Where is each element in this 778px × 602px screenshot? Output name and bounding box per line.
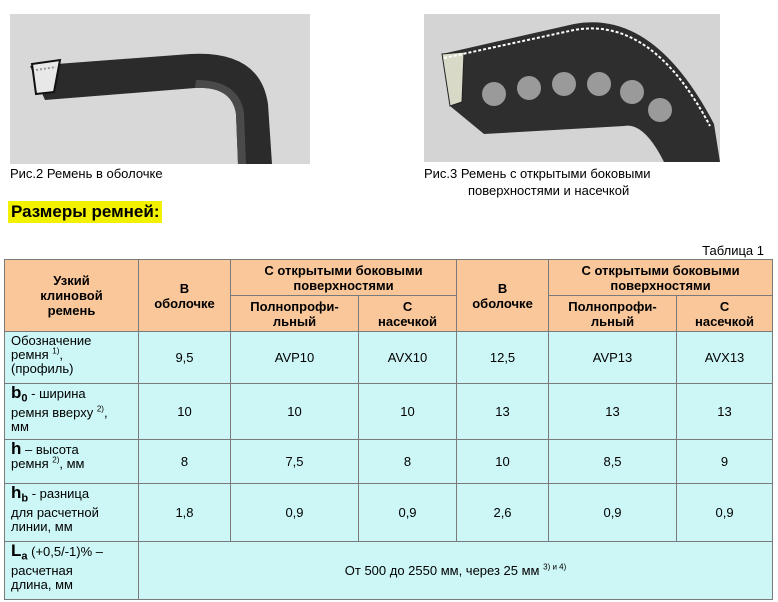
header-wrapped-10: В оболочке	[139, 260, 231, 332]
cell: 10	[139, 384, 231, 440]
cell: AVX10	[359, 332, 457, 384]
cell: 0,9	[549, 484, 677, 542]
cell: 2,6	[457, 484, 549, 542]
cell: 0,9	[231, 484, 359, 542]
figure-notched-belt	[424, 14, 720, 162]
row-label-height: h – высота ремня $^{2)}$, мм	[5, 440, 139, 484]
figure-2-caption: Рис.2 Ремень в оболочке	[10, 166, 163, 181]
cell: 0,9	[677, 484, 773, 542]
merged-length-cell: От 500 до 2550 мм, через 25 мм $^{3) и 4)}$	[139, 542, 773, 600]
cell: 7,5	[231, 440, 359, 484]
table-row	[5, 440, 773, 484]
cell: 10	[359, 384, 457, 440]
figure-3-caption-line1: Рис.3 Ремень с открытыми боковыми	[424, 166, 651, 181]
cell: 9	[677, 440, 773, 484]
header-wrapped-13: В оболочке	[457, 260, 549, 332]
table-row	[5, 484, 773, 542]
header-full-profile-10: Полнопрофи- льный	[231, 296, 359, 332]
cell: AVX13	[677, 332, 773, 384]
cell: 13	[457, 384, 549, 440]
table-label: Таблица 1	[702, 243, 764, 258]
header-open-sides-10: С открытыми боковыми поверхностями	[231, 260, 457, 296]
row-label-top-width: $b_0$ - ширина ремня вверху $^{2)}$, мм	[5, 384, 139, 440]
cell: 1,8	[139, 484, 231, 542]
row-label-calc-line-difference: $h_b$ - разница для расчетной линии, мм	[5, 484, 139, 542]
table-row	[5, 384, 773, 440]
row-label-designation: Обозначение ремня $^{1)}$, (профиль)	[5, 332, 139, 384]
header-notched-10: С насечкой	[359, 296, 457, 332]
cell: AVP13	[549, 332, 677, 384]
cell: 12,5	[457, 332, 549, 384]
header-belt-type: Узкий клиновой ремень	[5, 260, 139, 332]
header-open-sides-13: С открытыми боковыми поверхностями	[549, 260, 773, 296]
cell: 0,9	[359, 484, 457, 542]
belt-sizes-table	[4, 259, 773, 600]
table-row	[5, 542, 773, 600]
cell: 10	[457, 440, 549, 484]
cell: 8	[139, 440, 231, 484]
cell: AVP10	[231, 332, 359, 384]
table-row	[5, 332, 773, 384]
row-label-calc-length: $L_a$ (+0,5/-1)% – расчетная длина, мм	[5, 542, 139, 600]
cell: 8,5	[549, 440, 677, 484]
section-heading: Размеры ремней:	[8, 201, 162, 223]
cell: 8	[359, 440, 457, 484]
figure-wrapped-belt	[10, 14, 310, 164]
cell: 13	[549, 384, 677, 440]
header-full-profile-13: Полнопрофи- льный	[549, 296, 677, 332]
header-notched-13: С насечкой	[677, 296, 773, 332]
cell: 9,5	[139, 332, 231, 384]
figure-3-caption-line2: поверхностями и насечкой	[468, 183, 630, 198]
cell: 10	[231, 384, 359, 440]
cell: 13	[677, 384, 773, 440]
